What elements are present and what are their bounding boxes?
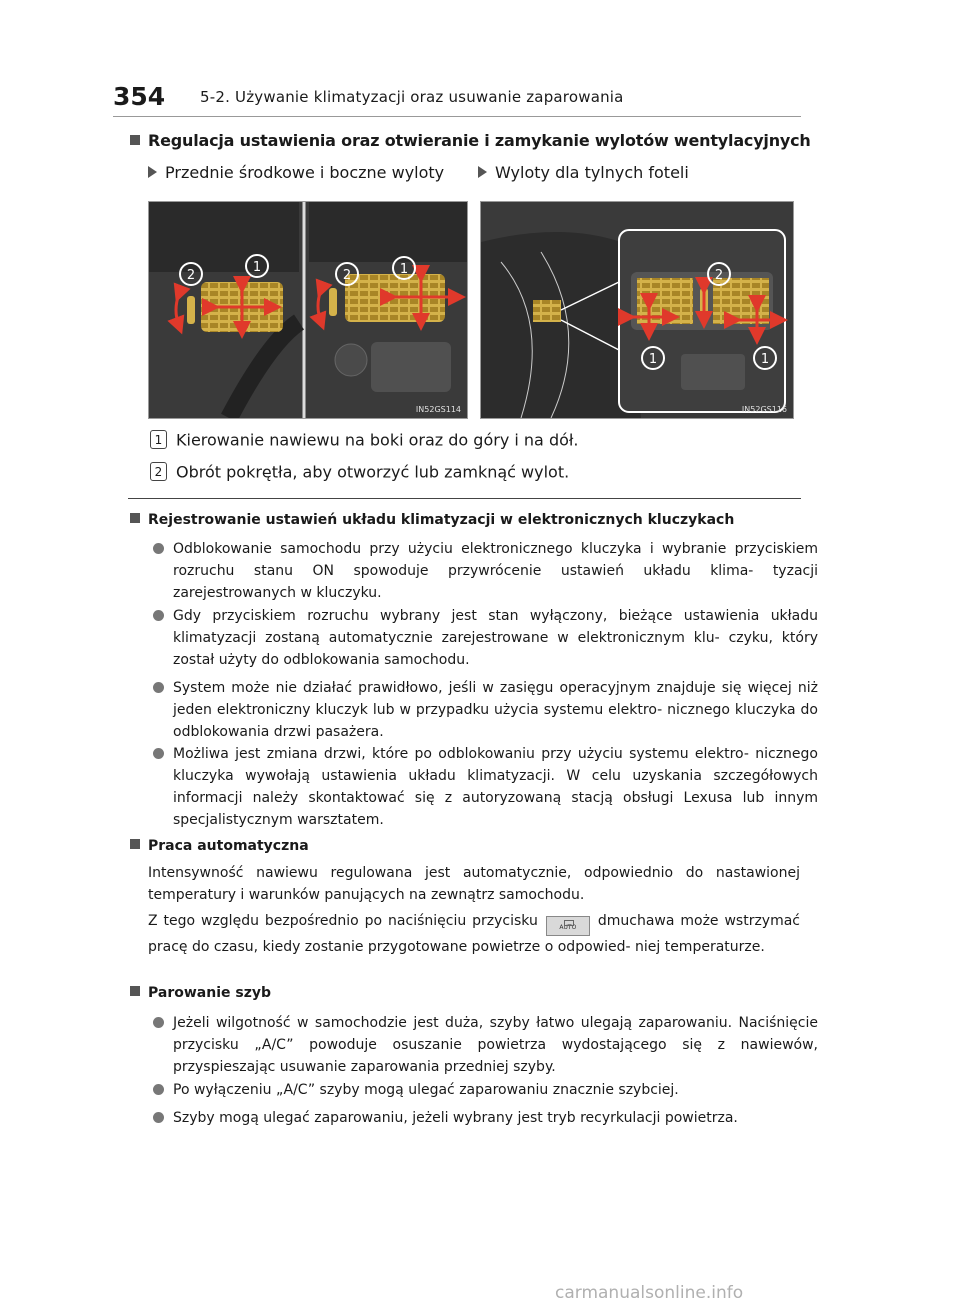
front-vents-drawing — [149, 202, 467, 418]
callout-1: 1 — [252, 260, 262, 275]
list-item: Odblokowanie samochodu przy użyciu elektronicznego kluczyka i wybranie przyciskiem rozruchu stanu ON spowoduje przywrócenie ustawień układu klima- tyzacji zarejestrowanych w kluczyku. — [153, 538, 818, 604]
list-item: Gdy przyciskiem rozruchu wybrany jest stan wyłączony, bieżące ustawienia układu klimatyzacji zostaną automatycznie zarejestrowane w elektronicznym klu- czyku, który został użyty do odblokowania samochodu. — [153, 605, 818, 671]
legend-item: 1 Kierowanie nawiewu na boki oraz do góry i na dół. — [150, 430, 579, 450]
auto-paragraph: Intensywność nawiewu regulowana jest automatycznie, odpowiednio do nastawionej temperatury i warunków panujących na zewnątrz samochodu. — [148, 865, 800, 903]
list-item: Po wyłączeniu „A/C” szyby mogą ulegać zaparowaniu znacznie szybciej. — [153, 1079, 818, 1101]
bullet-dot-icon — [153, 543, 164, 554]
keys-heading: Rejestrowanie ustawień układu klimatyzacji w elektronicznych kluczykach — [130, 512, 734, 528]
list-item: Szyby mogą ulegać zaparowaniu, jeżeli wybrany jest tryb recyrkulacji powietrza. — [153, 1107, 818, 1129]
image-code: IN52GS116 — [741, 405, 787, 414]
square-bullet-icon — [130, 135, 140, 145]
page-number: 354 — [113, 82, 166, 111]
fog-heading: Parowanie szyb — [130, 985, 271, 1001]
bullet-dot-icon — [153, 748, 164, 759]
square-bullet-icon — [130, 839, 140, 849]
chapter-title: 5-2. Używanie klimatyzacji oraz usuwanie zaparowania — [200, 88, 624, 106]
callout-1: 1 — [648, 352, 658, 367]
auto-button-icon: AUTO — [546, 916, 590, 936]
legend-item: 2 Obrót pokrętła, aby otworzyć lub zamknąć wylot. — [150, 462, 569, 482]
list-item: Jeżeli wilgotność w samochodzie jest duża, szyby łatwo ulegają zaparowaniu. Naciśnięcie przycisku „A/C” powoduje osuszanie powietrza wydostającego się z nawiewów, przyspieszając usuwanie zaparowania przedniej szyby. — [153, 1012, 818, 1078]
bullet-dot-icon — [153, 682, 164, 693]
square-bullet-icon — [130, 513, 140, 523]
section-divider — [128, 498, 801, 499]
rear-vents-caption: Wyloty dla tylnych foteli — [478, 163, 689, 182]
front-vents-illustration — [148, 201, 468, 419]
front-vents-caption: Przednie środkowe i boczne wyloty — [148, 163, 444, 182]
header-rule — [113, 116, 801, 117]
image-code: IN52GS114 — [415, 405, 461, 414]
triangle-bullet-icon — [478, 166, 487, 178]
list-item: System może nie działać prawidłowo, jeśli w zasięgu operacyjnym znajduje się więcej niż jeden elektroniczny kluczyk lub w przypadku użycia systemu elektro- nicznego kluczyka do odblokowania drzwi pasażera. — [153, 677, 818, 743]
rear-vents-drawing — [481, 202, 793, 418]
callout-number: 2 — [150, 462, 167, 481]
callout-number: 1 — [150, 430, 167, 449]
callout-2: 2 — [186, 268, 196, 283]
callout-1: 1 — [399, 262, 409, 277]
bullet-dot-icon — [153, 610, 164, 621]
auto-paragraph-2: Z tego względu bezpośrednio po naciśnięciu przycisku AUTO dmuchawa może wstrzymać pracę do czasu, kiedy zostanie przygotowane powietrze o odpowied- niej temperaturze. — [148, 913, 800, 955]
callout-1: 1 — [760, 352, 770, 367]
callout-2: 2 — [714, 268, 724, 283]
square-bullet-icon — [130, 986, 140, 996]
auto-heading: Praca automatyczna — [130, 838, 309, 854]
bullet-dot-icon — [153, 1112, 164, 1123]
watermark: carmanualsonline.info — [555, 1283, 744, 1303]
rear-vents-illustration — [480, 201, 794, 419]
bullet-dot-icon — [153, 1017, 164, 1028]
bullet-dot-icon — [153, 1084, 164, 1095]
vents-heading: Regulacja ustawienia oraz otwieranie i zamykanie wylotów wentylacyjnych — [130, 131, 811, 150]
callout-2: 2 — [342, 268, 352, 283]
triangle-bullet-icon — [148, 166, 157, 178]
list-item: Możliwa jest zmiana drzwi, które po odblokowaniu przy użyciu systemu elektro- nicznego kluczyka wywołają ustawienia układu klimatyzacji. W celu uzyskania szczegółowych informacji należy skontaktować się z autoryzowaną stacją obsługi Lexusa lub innym specjalistycznym warsztatem. — [153, 743, 818, 831]
